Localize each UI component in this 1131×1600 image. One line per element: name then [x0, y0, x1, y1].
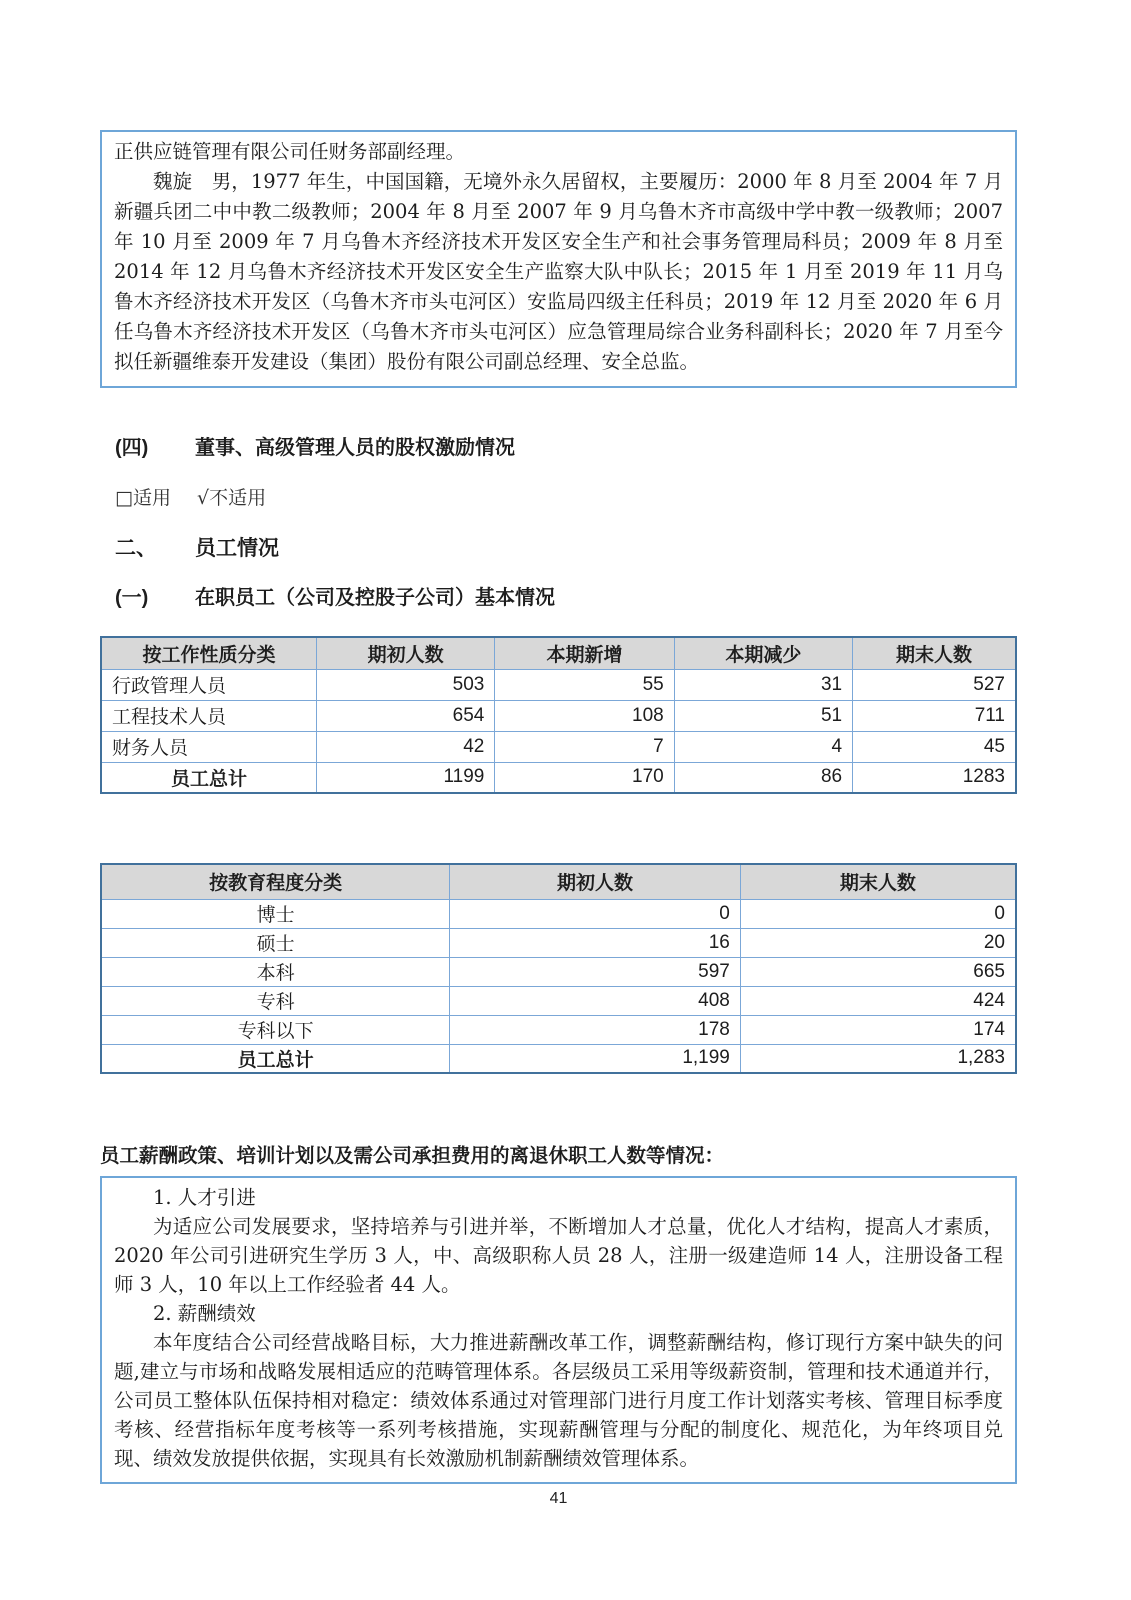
table-row [101, 957, 1016, 986]
header-begin-count: 期初人数 [316, 637, 494, 669]
total-label: 员工总计 [101, 762, 316, 793]
table-total-row [101, 762, 1016, 793]
value-end: 0 [740, 899, 1016, 928]
applicability-line [100, 484, 1017, 512]
table-header-row [101, 864, 1016, 899]
page-number: 41 [549, 1490, 568, 1507]
value-begin: 16 [450, 928, 741, 957]
header-end-count: 期末人数 [740, 864, 1016, 899]
value-added: 7 [495, 731, 674, 762]
table-total-row [101, 1044, 1016, 1073]
table-row [101, 731, 1016, 762]
value-end: 527 [853, 669, 1016, 700]
value-reduced: 51 [674, 700, 852, 731]
row-label: 财务人员 [101, 731, 316, 762]
checkbox-applicable: □适用 [115, 487, 171, 509]
value-begin: 178 [450, 1015, 741, 1044]
header-end-count: 期末人数 [853, 637, 1016, 669]
value-end: 45 [853, 731, 1016, 762]
item-1-title: 1. 人才引进 [153, 1186, 256, 1209]
total-end: 1283 [853, 762, 1016, 793]
employees-by-job-table [100, 636, 1017, 794]
employees-by-education-table [100, 863, 1017, 1074]
salary-policy-heading: 员工薪酬政策、培训计划以及需公司承担费用的离退休职工人数等情况： [100, 1145, 725, 1167]
value-end: 424 [740, 986, 1016, 1015]
item-2-title: 2. 薪酬绩效 [153, 1302, 256, 1325]
value-begin: 654 [316, 700, 494, 731]
header-reduced-count: 本期减少 [674, 637, 852, 669]
total-reduced: 86 [674, 762, 852, 793]
row-label: 行政管理人员 [101, 669, 316, 700]
value-end: 20 [740, 928, 1016, 957]
section-4-title: 董事、高级管理人员的股权激励情况 [195, 437, 515, 459]
header-job-class: 按工作性质分类 [101, 637, 316, 669]
value-reduced: 4 [674, 731, 852, 762]
value-reduced: 31 [674, 669, 852, 700]
value-begin: 503 [316, 669, 494, 700]
salary-policy-text-box [100, 1176, 1017, 1484]
header-added-count: 本期新增 [495, 637, 674, 669]
row-label: 专科 [101, 986, 450, 1015]
total-begin: 1,199 [450, 1044, 741, 1073]
table-row [101, 669, 1016, 700]
row-label: 本科 [101, 957, 450, 986]
value-added: 108 [495, 700, 674, 731]
value-begin: 408 [450, 986, 741, 1015]
value-end: 711 [853, 700, 1016, 731]
header-education-class: 按教育程度分类 [101, 864, 450, 899]
header-begin-count: 期初人数 [450, 864, 741, 899]
total-begin: 1199 [316, 762, 494, 793]
item-1-text: 为适应公司发展要求，坚持培养与引进并举，不断增加人才总量，优化人才结构，提高人才素质，2020 年公司引进研究生学历 3 人，中、高级职称人员 28 人，注册一级建造师 14 人，注册设备工程师 3 人，10 年以上工作经验者 44 人。 [114, 1215, 1003, 1296]
table-row [101, 899, 1016, 928]
total-end: 1,283 [740, 1044, 1016, 1073]
row-label: 博士 [101, 899, 450, 928]
bio-paragraph-continuation: 正供应链管理有限公司任财务部副经理。 [114, 140, 466, 163]
checkbox-not-applicable: √不适用 [197, 487, 267, 509]
section-4-heading [100, 434, 1017, 462]
section-2-title: 员工情况 [195, 537, 279, 560]
row-label: 工程技术人员 [101, 700, 316, 731]
section-2-number: 二、 [115, 537, 157, 560]
page-content [100, 0, 1017, 1508]
value-end: 174 [740, 1015, 1016, 1044]
section-2-heading [100, 534, 1017, 564]
table-row [101, 928, 1016, 957]
section-2-1-number: (一) [115, 587, 149, 609]
value-added: 55 [495, 669, 674, 700]
item-2-text: 本年度结合公司经营战略目标，大力推进薪酬改革工作，调整薪酬结构，修订现行方案中缺失的问题,建立与市场和战略发展相适应的范畴管理体系。各层级员工采用等级薪资制，管理和技术通道并行，公司员工整体队伍保持相对稳定：绩效体系通过对管理部门进行月度工作计划落实考核、管理目标季度考核、经营指标年度考核等一系列考核措施，实现薪酬管理与分配的制度化、规范化，为年终项目兑现、绩效发放提供依据，实现具有长效激励机制薪酬绩效管理体系。 [114, 1331, 1003, 1470]
section-2-1-heading [100, 584, 1017, 612]
total-label: 员工总计 [101, 1044, 450, 1073]
table-row [101, 986, 1016, 1015]
value-end: 665 [740, 957, 1016, 986]
value-begin: 597 [450, 957, 741, 986]
bio-paragraph-weixuan: 魏旋 男，1977 年生，中国国籍，无境外永久居留权，主要履历：2000 年 8 月至 2004 年 7 月新疆兵团二中中教二级教师；2004 年 8 月至 2007 年 9 月乌鲁木齐市高级中学中教一级教师；2007 年 10 月至 2009 年 7 月乌鲁木齐经济技术开发区安全生产和社会事务管理局科员；2009 年 8 月至 2014 年 12 月乌鲁木齐经济技术开发区安全生产监察大队中队长；2015 年 1 月至 2019 年 11 月乌鲁木齐经济技术开发区（乌鲁木齐市头屯河区）安监局四级主任科员；2019 年 12 月至 2020 年 6 月任乌鲁木齐经济技术开发区（乌鲁木齐市头屯河区）应急管理局综合业务科副科长；2020 年 7 月至今拟任新疆维泰开发建设（集团）股份有限公司副总经理、安全总监。 [114, 170, 1003, 373]
row-label: 专科以下 [101, 1015, 450, 1044]
table-header-row [101, 637, 1016, 669]
value-begin: 0 [450, 899, 741, 928]
row-label: 硕士 [101, 928, 450, 957]
section-4-number: (四) [115, 437, 149, 459]
table-row [101, 1015, 1016, 1044]
total-added: 170 [495, 762, 674, 793]
section-2-1-title: 在职员工（公司及控股子公司）基本情况 [195, 587, 555, 609]
value-begin: 42 [316, 731, 494, 762]
table-row [101, 700, 1016, 731]
bio-text-box [100, 130, 1017, 388]
